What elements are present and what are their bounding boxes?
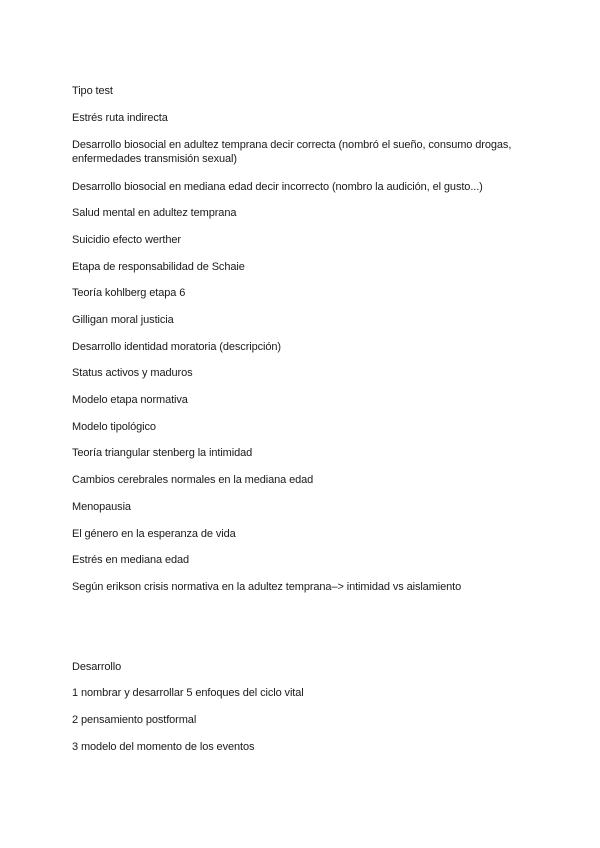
list-item: Gilligan moral justicia	[72, 314, 174, 326]
list-item: 2 pensamiento postformal	[72, 714, 197, 726]
section-heading-test: Tipo test	[72, 85, 113, 97]
list-item: Teoría kohlberg etapa 6	[72, 287, 186, 299]
list-item: Teoría triangular stenberg la intimidad	[72, 447, 253, 459]
list-item: El género en la esperanza de vida	[72, 528, 236, 540]
list-item: Desarrollo identidad moratoria (descripción)	[72, 341, 281, 353]
list-item: 1 nombrar y desarrollar 5 enfoques del ciclo vital	[72, 687, 304, 699]
list-item: 3 modelo del momento de los eventos	[72, 741, 255, 753]
list-item: Cambios cerebrales normales en la mediana edad	[72, 474, 314, 486]
list-item: Desarrollo biosocial en mediana edad decir incorrecto (nombro la audición, el gusto...)	[72, 181, 483, 193]
list-item: Modelo tipológico	[72, 421, 156, 433]
list-item: Modelo etapa normativa	[72, 394, 188, 406]
list-item: Según erikson crisis normativa en la adultez temprana–> intimidad vs aislamiento	[72, 581, 462, 593]
section-heading-development: Desarrollo	[72, 661, 122, 673]
list-item: Status activos y maduros	[72, 367, 193, 379]
list-item: Estrés ruta indirecta	[72, 112, 168, 124]
list-item: Etapa de responsabilidad de Schaie	[72, 261, 245, 273]
list-item: Menopausia	[72, 501, 131, 513]
list-item: Desarrollo biosocial en adultez temprana decir correcta (nombró el sueño, consumo drogas, enfermedades transmisión sexual)	[72, 139, 512, 165]
list-item: Salud mental en adultez temprana	[72, 207, 237, 219]
list-item: Estrés en mediana edad	[72, 554, 190, 566]
list-item: Suicidio efecto werther	[72, 234, 181, 246]
